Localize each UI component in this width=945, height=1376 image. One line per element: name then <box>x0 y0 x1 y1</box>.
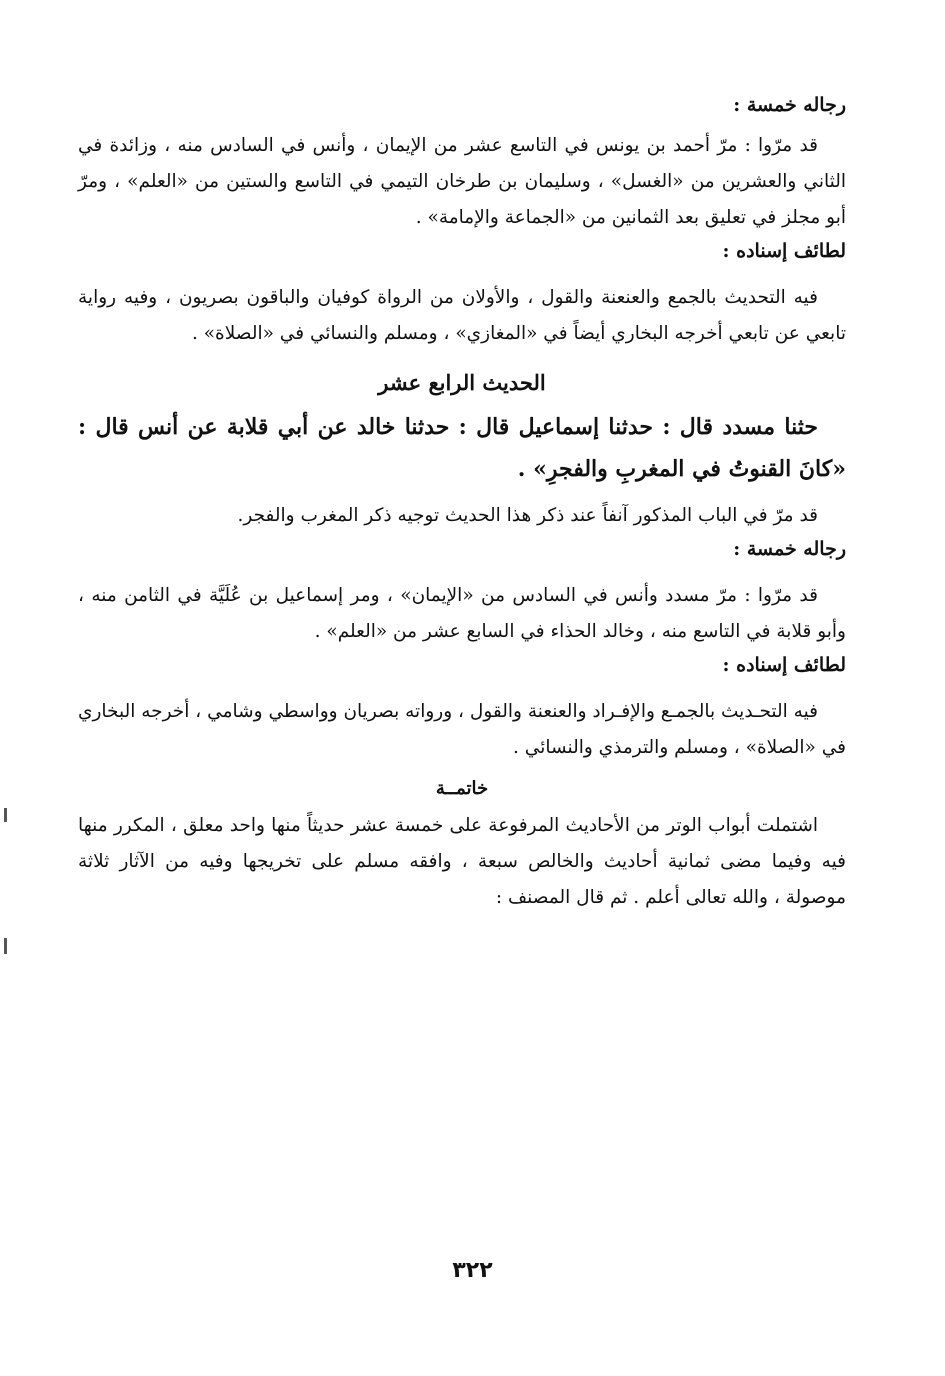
scan-edge-mark <box>4 938 7 954</box>
khatima-paragraph: اشتملت أبواب الوتر من الأحاديث المرفوعة على خمسة عشر حديثاً منها واحد معلق ، المكرر منها فيه وفيما مضى ثمانية أحاديث والخالص سبعة ، وافقه مسلم على تخريجها وفيه من الآثار ثلاثة موصولة ، والله تعالى أعلم . ثم قال المصنف : <box>78 815 846 908</box>
lataif-paragraph-1: فيه التحديث بالجمع والعنعنة والقول ، والأولان من الرواة كوفيان والباقون بصريون ، وفيه رواية تابعي عن تابعي أخرجه البخاري أيضاً في «المغازي» ، ومسلم والنسائي في «الصلاة» . <box>78 287 846 344</box>
hadith-note: قد مرّ في الباب المذكور آنفاً عند ذكر هذا الحديث توجيه ذكر المغرب والفجر. <box>237 505 818 526</box>
lataif-heading-1: لطائف إسناده : <box>722 240 846 262</box>
khatima-heading: خاتمــة <box>435 778 489 799</box>
rijal-paragraph-2: قد مرّوا : مرّ مسدد وأنس في السادس من «الإيمان» ، ومر إسماعيل بن عُلَيَّة في الثامن منه ، وأبو قلابة في التاسع منه ، وخالد الحذاء في السابع عشر من «العلم» . <box>78 585 846 642</box>
hadith-title: الحديث الرابع عشر <box>378 370 546 395</box>
rijal-paragraph-1: قد مرّوا : مرّ أحمد بن يونس في التاسع عشر من الإيمان ، وأنس في السادس منه ، وزائدة في الثاني والعشرين من «الغسل» ، وسليمان بن طرخان التيمي في التاسع والستين من «العلم» ، ومرّ أبو مجلز في تعليق بعد الثمانين من «الجماعة والإمامة» . <box>78 135 846 228</box>
hadith-text: حثنا مسدد قال : حدثنا إسماعيل قال : حدثنا خالد عن أبي قلابة عن أنس قال : «كانَ القنوتُ في المغربِ والفجرِ» . <box>78 414 846 482</box>
rijal-heading-2: رجاله خمسة : <box>733 538 846 560</box>
page-body <box>78 90 846 916</box>
lataif-paragraph-2: فيه التحـديث بالجمـع والإفـراد والعنعنة والقول ، ورواته بصريان وواسطي وشامي ، أخرجه البخاري في «الصلاة» ، ومسلم والترمذي والنسائي . <box>78 701 846 758</box>
scan-edge-mark <box>4 808 7 822</box>
lataif-heading-2: لطائف إسناده : <box>722 654 846 676</box>
page-number: ٣٢٢ <box>452 1258 493 1283</box>
rijal-heading-1: رجاله خمسة : <box>733 94 846 116</box>
